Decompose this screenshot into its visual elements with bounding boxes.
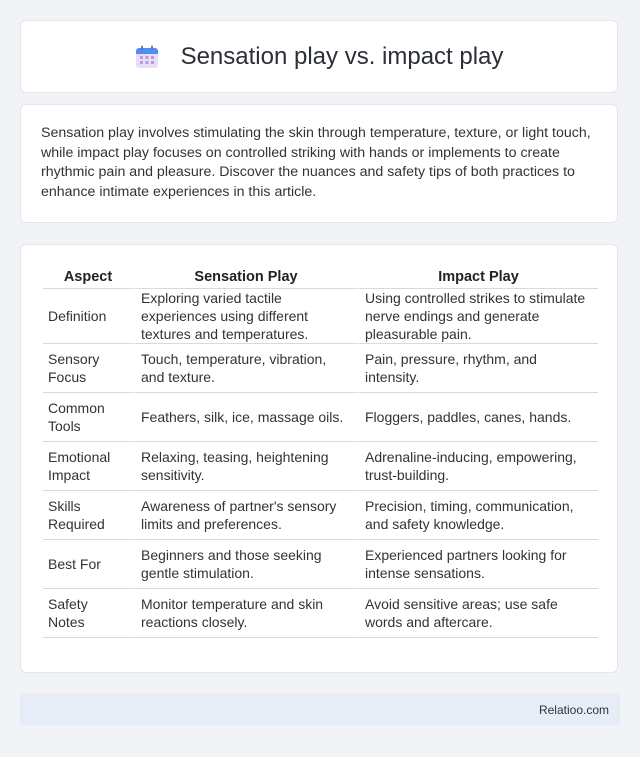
impact-cell: Pain, pressure, rhythm, and intensity.	[357, 344, 598, 393]
table-row	[43, 344, 598, 393]
sensation-cell: Relaxing, teasing, heightening sensitivity.	[133, 442, 357, 491]
column-header-impact: Impact Play	[357, 265, 598, 289]
sensation-cell: Touch, temperature, vibration, and texture.	[133, 344, 357, 393]
page-title: Sensation play vs. impact play	[180, 42, 504, 70]
impact-cell: Floggers, paddles, canes, hands.	[357, 393, 598, 442]
footer	[20, 694, 620, 726]
title-card	[20, 20, 618, 93]
table-row	[43, 491, 598, 540]
intro-card	[20, 104, 618, 223]
calendar-icon	[135, 45, 159, 69]
comparison-table	[43, 265, 598, 638]
impact-cell: Precision, timing, communication, and safety knowledge.	[357, 491, 598, 540]
aspect-cell: Sensory Focus	[43, 344, 133, 393]
sensation-cell: Beginners and those seeking gentle stimulation.	[133, 540, 357, 589]
aspect-cell: Skills Required	[43, 491, 133, 540]
impact-cell: Using controlled strikes to stimulate nerve endings and generate pleasurable pain.	[357, 289, 598, 344]
aspect-cell: Common Tools	[43, 393, 133, 442]
table-row	[43, 442, 598, 491]
table-row	[43, 289, 598, 344]
table-row	[43, 589, 598, 638]
column-header-sensation: Sensation Play	[133, 265, 357, 289]
table-row	[43, 393, 598, 442]
aspect-cell: Best For	[43, 540, 133, 589]
aspect-cell: Emotional Impact	[43, 442, 133, 491]
aspect-cell: Definition	[43, 289, 133, 344]
sensation-cell: Monitor temperature and skin reactions closely.	[133, 589, 357, 638]
sensation-cell: Exploring varied tactile experiences using different textures and temperatures.	[133, 289, 357, 344]
intro-text: Sensation play involves stimulating the skin through temperature, texture, or light touch, while impact play focuses on controlled striking with hands or implements to create rhythmic pain and pleasure. Discover the nuances and safety tips of both practices to enhance intimate experiences in this article.	[41, 125, 591, 200]
impact-cell: Adrenaline-inducing, empowering, trust-building.	[357, 442, 598, 491]
impact-cell: Experienced partners looking for intense sensations.	[357, 540, 598, 589]
table-row	[43, 540, 598, 589]
table-header-row	[43, 265, 598, 289]
column-header-aspect: Aspect	[43, 265, 133, 289]
sensation-cell: Awareness of partner's sensory limits and preferences.	[133, 491, 357, 540]
sensation-cell: Feathers, silk, ice, massage oils.	[133, 393, 357, 442]
comparison-table-card	[20, 244, 618, 673]
aspect-cell: Safety Notes	[43, 589, 133, 638]
impact-cell: Avoid sensitive areas; use safe words and aftercare.	[357, 589, 598, 638]
footer-brand: Relatioo.com	[538, 703, 609, 717]
